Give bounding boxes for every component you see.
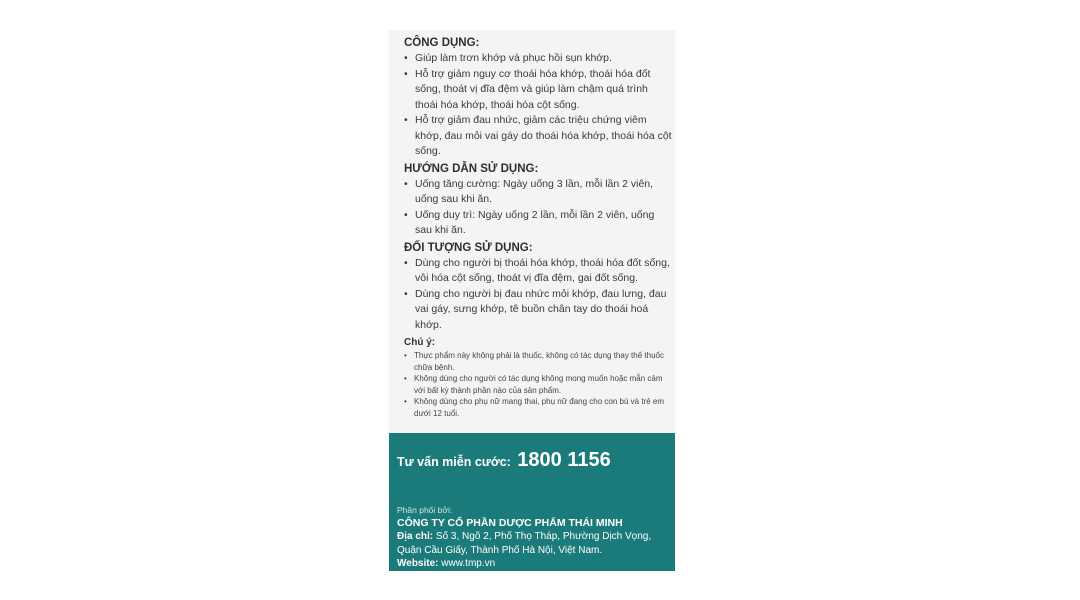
- directions-heading: HƯỚNG DẪN SỬ DỤNG:: [404, 162, 539, 175]
- label-content: [404, 36, 672, 419]
- audience-list: [404, 256, 672, 334]
- audience-item: • Dùng cho người bị đau nhức mỏi khớp, đau lưng, đau vai gáy, sưng khớp, tê buồn chân tay do thoái hoá khớp.: [404, 287, 672, 334]
- contact-band: [389, 433, 675, 571]
- website-label: Website:: [397, 558, 439, 569]
- directions-list: [404, 177, 672, 239]
- uses-list: [404, 51, 672, 160]
- notes-list: [404, 350, 672, 419]
- notes-heading: Chú ý:: [404, 337, 436, 348]
- hotline-number: 1800 1156: [517, 449, 611, 471]
- uses-item: • Hỗ trợ giảm nguy cơ thoái hóa khớp, thoái hóa đốt sống, thoát vị đĩa đệm và giúp làm chậm quá trình thoái hóa khớp, thoái hóa cột sống.: [404, 67, 672, 114]
- address-text: Số 3, Ngõ 2, Phố Thọ Tháp, Phường Dịch Vọng, Quận Cầu Giấy, Thành Phố Hà Nội, Việt Nam.: [397, 531, 652, 556]
- distributor-address: [397, 530, 673, 557]
- distributor-website: [397, 557, 673, 571]
- hotline: [397, 449, 611, 472]
- audience-item: • Dùng cho người bị thoái hóa khớp, thoái hóa đốt sống, vôi hóa cột sống, thoát vị đĩa đệm, gai đốt sống.: [404, 256, 672, 287]
- note-item: • Thực phẩm này không phải là thuốc, không có tác dụng thay thế thuốc chữa bệnh.: [404, 350, 672, 373]
- uses-heading: CÔNG DỤNG:: [404, 37, 480, 49]
- label-info-section: [389, 30, 675, 433]
- directions-item: • Uống tăng cường: Ngày uống 3 lần, mỗi lần 2 viên, uống sau khi ăn.: [404, 177, 672, 208]
- distributor-company: CÔNG TY CỔ PHẦN DƯỢC PHẨM THÁI MINH: [397, 517, 623, 529]
- directions-item: • Uống duy trì: Ngày uống 2 lần, mỗi lần 2 viên, uống sau khi ăn.: [404, 208, 672, 239]
- note-item: • Không dùng cho phụ nữ mang thai, phụ nữ đang cho con bú và trẻ em dưới 12 tuổi.: [404, 396, 672, 419]
- audience-heading: ĐỐI TƯỢNG SỬ DỤNG:: [404, 241, 533, 254]
- note-item: • Không dùng cho người có tác dụng không mong muốn hoặc mẫn cảm với bất kỳ thành phần nào của sản phẩm.: [404, 373, 672, 396]
- uses-item: • Hỗ trợ giảm đau nhức, giảm các triệu chứng viêm khớp, đau mỏi vai gáy do thoái hóa khớp, thoái hóa cột sống.: [404, 113, 672, 160]
- website-text: www.tmp.vn: [441, 558, 496, 569]
- address-label: Địa chỉ:: [397, 531, 434, 542]
- distributor-info: [397, 504, 673, 571]
- hotline-label: Tư vấn miễn cước:: [397, 455, 511, 469]
- distributor-by: Phân phối bởi:: [397, 505, 453, 515]
- product-label-panel: [389, 30, 675, 571]
- uses-item: • Giúp làm trơn khớp và phục hồi sụn khớp.: [404, 51, 672, 67]
